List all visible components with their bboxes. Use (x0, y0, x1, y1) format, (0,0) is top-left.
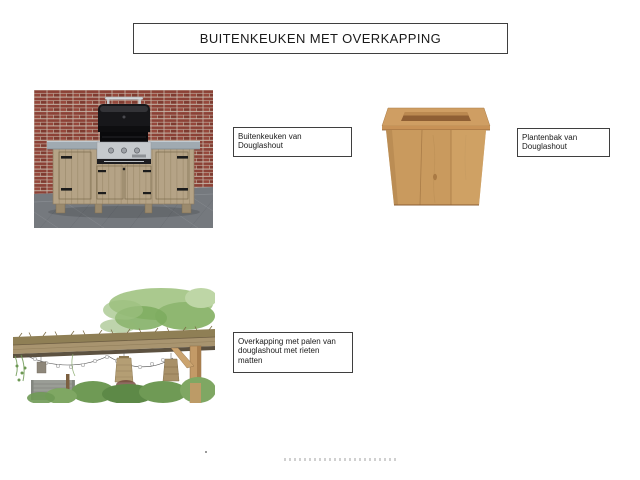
caption-line: Buitenkeuken van (238, 131, 302, 141)
caption-line: Douglashout (238, 141, 283, 150)
caption-buitenkeuken (233, 127, 352, 157)
bbq-grill (97, 97, 151, 164)
caption-line: douglashout met rieten (238, 346, 320, 355)
planter-photo (378, 105, 493, 207)
title-box (133, 23, 508, 54)
caption-line: Douglashout (522, 142, 567, 151)
caption-overkapping (233, 332, 353, 373)
pergola-photo (13, 288, 215, 403)
caption-line: matten (238, 355, 263, 365)
outdoor-kitchen-photo (34, 90, 213, 228)
caption-line: Overkapping met palen van (238, 336, 336, 346)
footer-dot (205, 451, 207, 453)
page-title: BUITENKEUKEN MET OVERKAPPING (199, 31, 442, 46)
caption-plantenbak (517, 128, 610, 157)
caption-line: Plantenbak van (522, 132, 578, 142)
planter-box (382, 108, 490, 205)
footer-fine-print (284, 458, 396, 461)
